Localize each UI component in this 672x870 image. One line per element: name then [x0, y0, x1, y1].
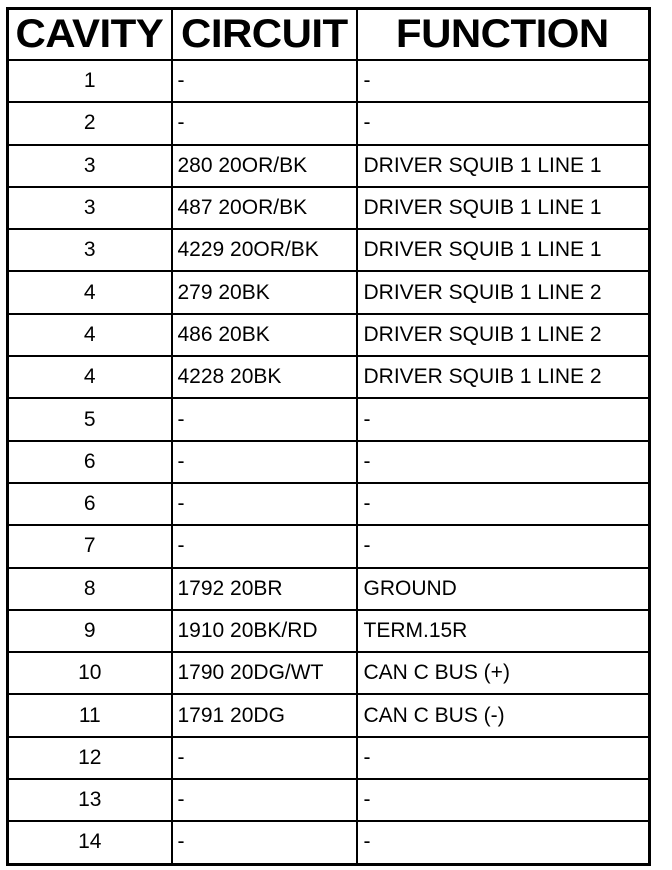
cavity-cell: 3	[8, 229, 172, 271]
cavity-cell: 12	[8, 737, 172, 779]
circuit-cell: 279 20BK	[172, 271, 357, 313]
function-cell: -	[357, 737, 650, 779]
cavity-cell: 4	[8, 271, 172, 313]
circuit-cell: 486 20BK	[172, 314, 357, 356]
table-body	[8, 60, 650, 864]
function-cell: DRIVER SQUIB 1 LINE 2	[357, 356, 650, 398]
table-row	[8, 271, 650, 313]
table-row	[8, 652, 650, 694]
circuit-cell: 280 20OR/BK	[172, 145, 357, 187]
table-row	[8, 483, 650, 525]
circuit-cell: -	[172, 441, 357, 483]
circuit-cell: -	[172, 779, 357, 821]
function-cell: DRIVER SQUIB 1 LINE 1	[357, 187, 650, 229]
cavity-cell: 9	[8, 610, 172, 652]
table-row	[8, 525, 650, 567]
cavity-cell: 3	[8, 187, 172, 229]
table-row	[8, 314, 650, 356]
circuit-cell: 1791 20DG	[172, 694, 357, 736]
header-row	[8, 9, 650, 61]
connector-pinout-table	[6, 7, 651, 866]
cavity-cell: 3	[8, 145, 172, 187]
table-row	[8, 568, 650, 610]
circuit-cell: -	[172, 398, 357, 440]
cavity-column-header	[8, 9, 172, 61]
cavity-cell: 6	[8, 441, 172, 483]
function-column-header	[357, 9, 650, 61]
table-row	[8, 398, 650, 440]
table-row	[8, 694, 650, 736]
cavity-cell: 11	[8, 694, 172, 736]
function-cell: -	[357, 483, 650, 525]
cavity-cell: 5	[8, 398, 172, 440]
table-row	[8, 187, 650, 229]
circuit-cell: 4229 20OR/BK	[172, 229, 357, 271]
circuit-cell: 1792 20BR	[172, 568, 357, 610]
cavity-cell: 10	[8, 652, 172, 694]
circuit-cell: -	[172, 60, 357, 102]
function-header-label: FUNCTION	[396, 12, 610, 56]
function-cell: -	[357, 60, 650, 102]
cavity-header-label: CAVITY	[15, 12, 164, 56]
circuit-cell: -	[172, 483, 357, 525]
cavity-cell: 14	[8, 821, 172, 864]
circuit-header-label: CIRCUIT	[180, 12, 348, 56]
table-row	[8, 145, 650, 187]
circuit-cell: -	[172, 102, 357, 144]
function-cell: -	[357, 821, 650, 864]
cavity-cell: 4	[8, 356, 172, 398]
circuit-cell: 4228 20BK	[172, 356, 357, 398]
function-cell: -	[357, 398, 650, 440]
table-row	[8, 356, 650, 398]
cavity-cell: 8	[8, 568, 172, 610]
function-cell: -	[357, 779, 650, 821]
table-row	[8, 60, 650, 102]
cavity-cell: 13	[8, 779, 172, 821]
circuit-column-header	[172, 9, 357, 61]
circuit-cell: 1790 20DG/WT	[172, 652, 357, 694]
table-header	[8, 9, 650, 61]
table-row	[8, 610, 650, 652]
circuit-cell: 1910 20BK/RD	[172, 610, 357, 652]
function-cell: -	[357, 525, 650, 567]
function-cell: -	[357, 441, 650, 483]
cavity-cell: 2	[8, 102, 172, 144]
circuit-cell: 487 20OR/BK	[172, 187, 357, 229]
circuit-cell: -	[172, 525, 357, 567]
function-cell: DRIVER SQUIB 1 LINE 1	[357, 229, 650, 271]
function-cell: TERM.15R	[357, 610, 650, 652]
table-row	[8, 229, 650, 271]
table-row	[8, 102, 650, 144]
table-row	[8, 821, 650, 864]
circuit-cell: -	[172, 821, 357, 864]
circuit-cell: -	[172, 737, 357, 779]
cavity-cell: 4	[8, 314, 172, 356]
cavity-cell: 7	[8, 525, 172, 567]
cavity-cell: 1	[8, 60, 172, 102]
table-row	[8, 441, 650, 483]
function-cell: GROUND	[357, 568, 650, 610]
cavity-cell: 6	[8, 483, 172, 525]
function-cell: DRIVER SQUIB 1 LINE 2	[357, 271, 650, 313]
function-cell: DRIVER SQUIB 1 LINE 1	[357, 145, 650, 187]
function-cell: CAN C BUS (+)	[357, 652, 650, 694]
table-row	[8, 737, 650, 779]
function-cell: CAN C BUS (-)	[357, 694, 650, 736]
function-cell: -	[357, 102, 650, 144]
table-row	[8, 779, 650, 821]
function-cell: DRIVER SQUIB 1 LINE 2	[357, 314, 650, 356]
